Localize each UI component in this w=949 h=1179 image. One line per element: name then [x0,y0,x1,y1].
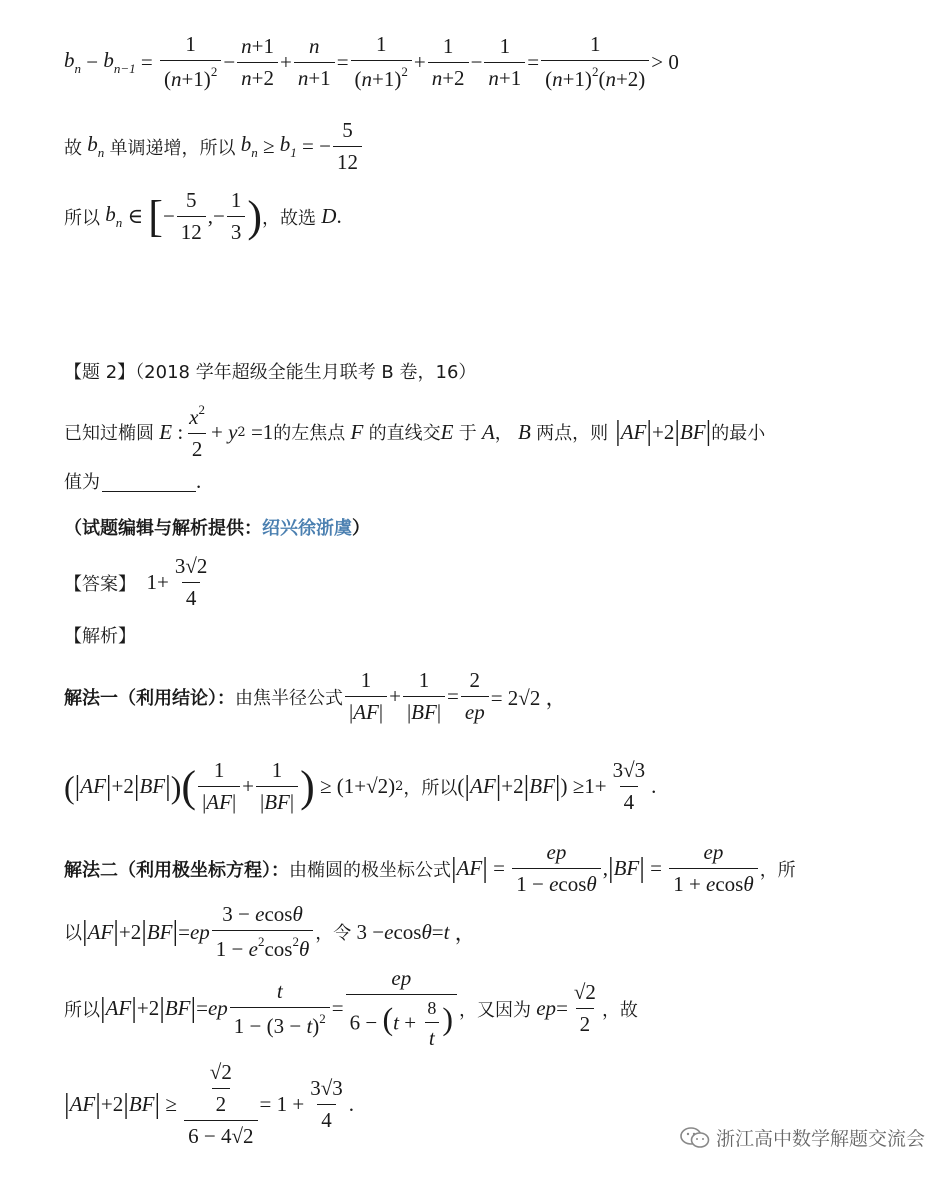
method1-line1: 解法一（利用结论）： 由焦半径公式 $\frac{1}{|AF|}$ + $\frac{1}{|BF|}$ = $\frac{2}{ep}$ = 2√2 ， [64,668,567,724]
watermark [680,1124,925,1151]
problem-header: 【题 2】（2018 学年超级全能生月联考 B 卷，16） [64,362,477,383]
watermark-text: 浙江高中数学解题交流会 [715,1128,925,1150]
answer-line: 【答案】 1+ $\frac{3√2}{4}$ [64,554,208,610]
equation-difference: $b_n$ − $b_{n-1}$ = $\frac{1}{(n+1)^2}$ − $\frac{n+1}{n+2}$ + $\frac{n}{n+1}$ = $\frac{1}{(n+1)^2}$ + $\frac{1}{n+2}$ − $\frac{1}{n+1}$ = $\frac{1}{(n+1)^2(n+2)}$ > 0 [64,32,679,91]
answer-blank [102,471,196,492]
method2-line1: 解法二（利用极坐标方程）： 由椭圆的极坐标公式 | AF | = $\frac{ep}{1 - ecos\theta}$ , | BF | = $\frac{ep}{1 + ecos\theta}$ ，所 [64,840,796,896]
analysis-label: 【解析】 [64,626,136,647]
problem-statement: 已知过椭圆 E : $\frac{x^2}{2}$ + y 2 =1 的左焦点 F 的直线交 E 于 A ， B 两点，则 | AF | +2 | BF | 的最小 [64,402,766,461]
method2-line4: | AF | +2 | BF | ≥ $\frac{\frac{√2}{2}}{6 - 4√2}$ = 1 + $\frac{3√3}{4}$ . [64,1060,354,1148]
monotonic-line: 故 $b_n$ 单调递增，所以 $b_n$ ≥ $b_1$ = − $\frac{5}{12}$ [64,118,364,175]
tail: > 0 [651,49,679,74]
range-line: 所以 $b_n$ ∈ [ − $\frac{5}{12}$ ,− $\frac{1}{3}$ ) ，故选 D . [64,188,342,244]
method2-line3: 所以 | AF | +2 | BF | = ep $\frac{t}{1 - (3 - t)^2}$ = ep 6 − (t + $\frac{8}{t}$ ) ，又因为 ep = $\frac{√2}{2}$ ，故 [64,966,638,1050]
problem-statement-cont: 值为 . [64,468,202,493]
wechat-icon [680,1127,710,1149]
editor-name: 绍兴徐浙虞 [262,518,352,539]
editor-credit: （试题编辑与解析提供： 绍兴徐浙虞 ） [64,514,370,540]
method1-line2: ( | AF | +2 | BF | ) ( $\frac{1}{|AF|}$ + $\frac{1}{|BF|}$ ) ≥ (1+√2) 2 ， 所以 ( | AF | +2 | BF | ) ≥1+ $\frac{3√3}{4}$ . [64,758,657,814]
method2-line2: 以 | AF | +2 | BF | = ep $\frac{3 - ecos\theta}{1 - e^2\cos^2\theta}$ ，令 3 − e cos θ = t ， [64,902,476,961]
